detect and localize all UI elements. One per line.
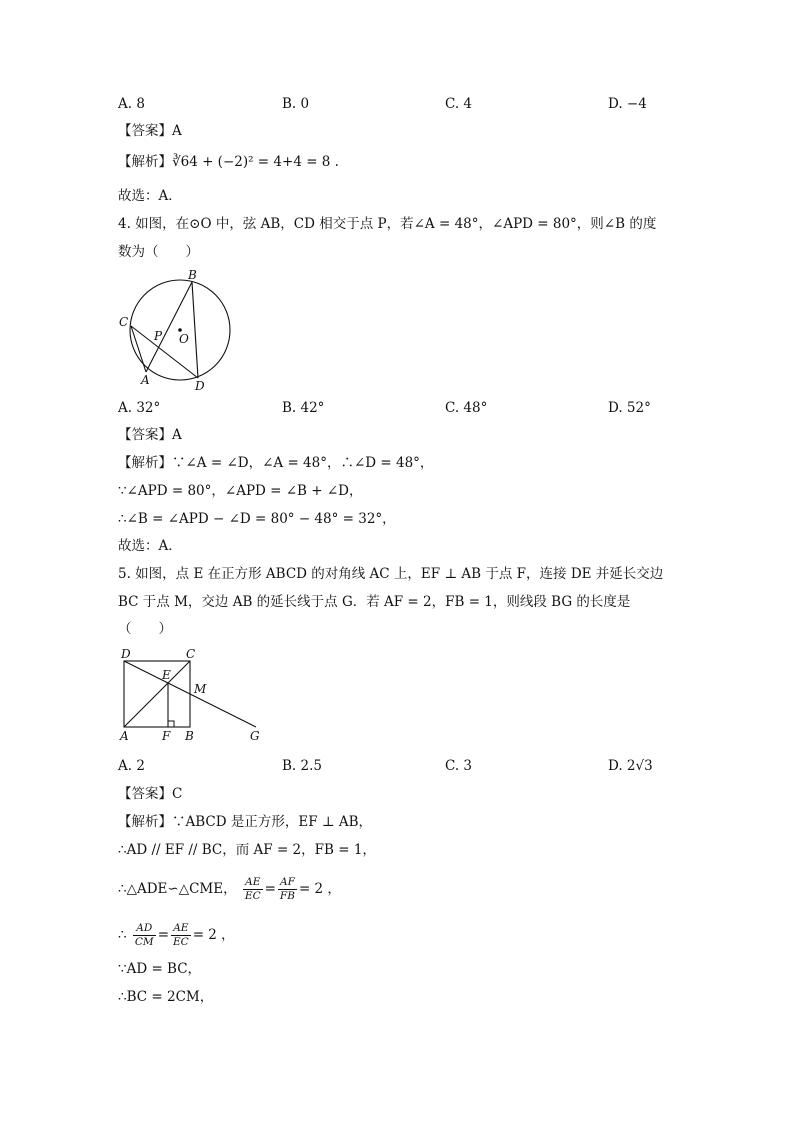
q4-answer: 【答案】A (118, 427, 182, 443)
fraction-denominator: EC (244, 890, 261, 902)
q4-label-d: D (195, 379, 205, 393)
equals-two: = 2 ， (192, 927, 235, 943)
q4-label-p: P (154, 329, 163, 343)
q5-label-e: E (162, 668, 171, 682)
q5-answer: 【答案】C (118, 786, 183, 802)
fraction-ae-ec (243, 876, 263, 903)
q5-square-figure (114, 644, 268, 746)
fraction-denominator: FB (279, 890, 295, 902)
q4-option-d: D. 52° (608, 400, 651, 416)
q5-label-a: A (120, 729, 129, 743)
fraction-numerator: AE (171, 922, 191, 936)
q4-option-c: C. 48° (445, 400, 488, 416)
q5-similar-triangles: ∴△ADE∽△CME， (118, 881, 237, 897)
q5-label-d: D (121, 647, 131, 661)
fraction-numerator: AE (243, 876, 263, 890)
q3-conclusion: 故选：A． (118, 188, 182, 204)
fraction-denominator: EC (173, 936, 189, 948)
q4-option-a: A. 32° (118, 400, 161, 416)
q3-option-d: D. −4 (608, 96, 647, 112)
q5-analysis-line2: ∴AD // EF // BC，而 AF = 2，FB = 1， (118, 842, 376, 858)
equals-two: = 2 ， (298, 881, 341, 897)
therefore-symbol: ∴ (118, 927, 127, 943)
q4-circle-figure (114, 268, 238, 394)
q3-answer: 【答案】A (118, 123, 182, 139)
fraction-numerator: AD (133, 922, 156, 936)
q4-label-a: A (141, 373, 150, 387)
q5-label-f: F (162, 729, 171, 743)
q4-option-b: B. 42° (282, 400, 325, 416)
q5-label-b: B (185, 729, 194, 743)
q5-label-m: M (194, 682, 207, 696)
q5-option-a: A. 2 (118, 758, 145, 774)
q4-analysis-line3: ∴∠B = ∠APD − ∠D = 80° − 48° = 32°， (118, 511, 396, 527)
q5-option-c: C. 3 (445, 758, 473, 774)
q5-analysis-line1: 【解析】∵ABCD 是正方形，EF ⊥ AB， (118, 814, 373, 830)
q5-stem-line1: 5. 如图，点 E 在正方形 ABCD 的对角线 AC 上，EF ⊥ AB 于点 F，连接 DE 并延长交边 (118, 566, 664, 582)
q4-stem-line1: 4. 如图，在⊙O 中，弦 AB，CD 相交于点 P，若∠A = 48°，∠APD = 80°，则∠B 的度 (118, 216, 657, 232)
q5-analysis-line5: ∵AD = BC， (118, 961, 202, 977)
q3-analysis: 【解析】∛64 + (−2)² = 4+4 = 8 . (118, 154, 339, 170)
fraction-af-fb (278, 876, 297, 903)
q3-option-c: C. 4 (445, 96, 473, 112)
fraction-numerator: AF (278, 876, 297, 890)
q4-analysis-line2: ∵∠APD = 80°，∠APD = ∠B + ∠D， (118, 483, 363, 499)
q4-label-b: B (188, 268, 197, 282)
fraction-denominator: CM (134, 936, 154, 948)
q4-analysis-line1: 【解析】∵∠A = ∠D，∠A = 48°，∴∠D = 48°， (118, 455, 434, 471)
q3-option-b: B. 0 (282, 96, 310, 112)
q5-analysis-line4: ∴ $\frac{AD}{CM}$ = $\frac{AE}{EC}$ = 2 ， (118, 922, 235, 948)
q4-conclusion: 故选：A． (118, 538, 182, 554)
q4-stem-line2: 数为（ ） (118, 244, 199, 260)
fraction-ad-cm (133, 922, 156, 949)
q5-label-c: C (186, 647, 196, 661)
q5-stem-line3: （ ） (118, 621, 172, 637)
q4-label-c: C (119, 315, 129, 329)
q3-option-a: A. 8 (118, 96, 145, 112)
q5-stem-line2: BC 于点 M，交边 AB 的延长线于点 G．若 AF = 2，FB = 1，则线段 BG 的长度是 (118, 594, 631, 610)
q4-label-o: O (179, 332, 189, 346)
q5-label-g: G (250, 729, 260, 743)
q5-option-b: B. 2.5 (282, 758, 322, 774)
q5-option-d: D. 2√3 (608, 758, 653, 774)
q5-analysis-line6: ∴BC = 2CM， (118, 989, 214, 1005)
fraction-ae-ec-2 (171, 922, 191, 949)
q5-analysis-line3: ∴△ADE∽△CME， $\frac{AE}{EC}$ = $\frac{AF}{FB}$ = 2 ， (118, 876, 341, 902)
